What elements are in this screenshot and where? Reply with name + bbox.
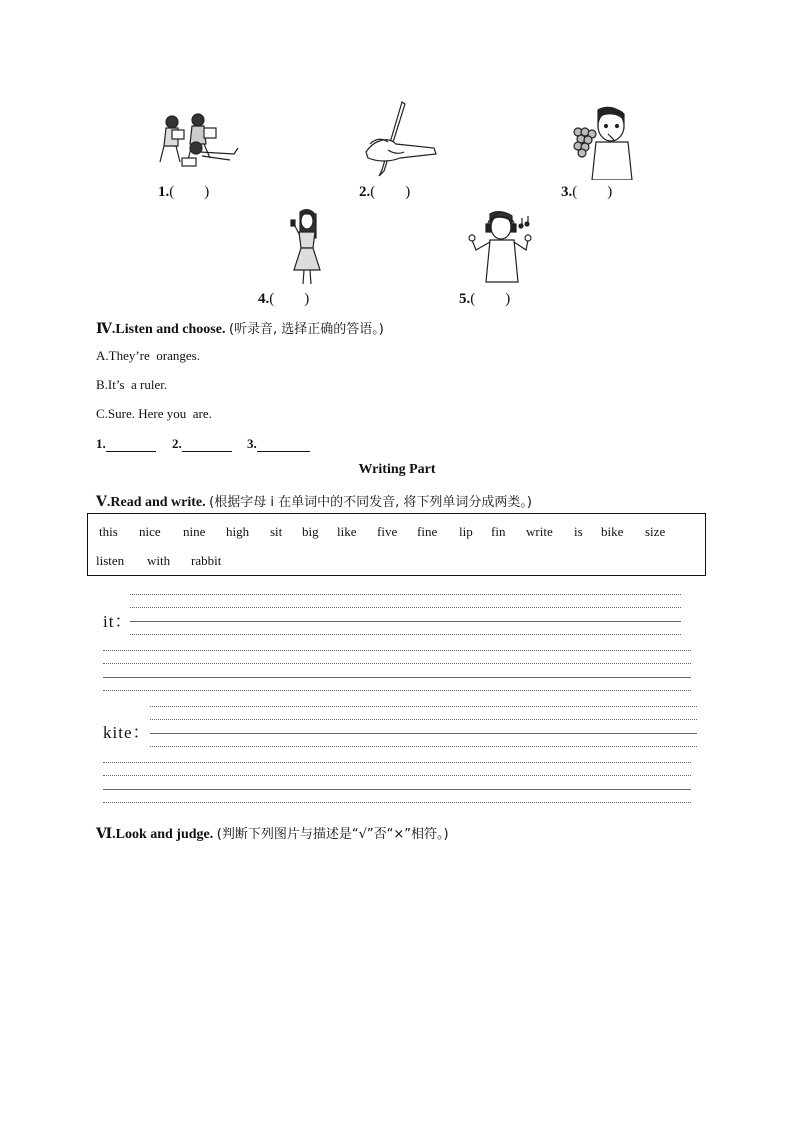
word: size — [645, 524, 666, 539]
answer-parentheses[interactable]: ( ) — [470, 291, 511, 307]
writing-line[interactable] — [130, 607, 681, 608]
section-4-heading: Ⅳ.Listen and choose. (听录音, 选择正确的答语。) — [96, 322, 384, 337]
answer-blank-1[interactable]: 1. — [96, 436, 156, 452]
writing-line[interactable] — [103, 775, 691, 776]
word: lip — [459, 524, 473, 539]
boy-eating-grapes-picture — [568, 104, 636, 180]
word: this — [99, 524, 118, 539]
writing-line[interactable] — [150, 706, 697, 707]
word: like — [337, 524, 357, 539]
word-box — [87, 513, 706, 576]
word: rabbit — [191, 553, 222, 568]
section-6-heading: Ⅵ.Look and judge. (判断下列图片与描述是“√”否“×”相符。) — [96, 827, 449, 842]
word: bike — [601, 524, 624, 539]
section-5-heading: Ⅴ.Read and write. (根据字母 i 在单词中的不同发音, 将下列单词分成两类。) — [96, 495, 532, 510]
answer-blank-2[interactable]: 2. — [172, 436, 232, 452]
girl-singing-picture — [288, 208, 326, 288]
writing-part-title: Writing Part — [358, 462, 436, 477]
writing-line[interactable] — [150, 746, 697, 747]
answer-parentheses[interactable]: ( ) — [169, 184, 210, 200]
writing-line[interactable] — [130, 634, 681, 635]
children-reading-picture — [158, 110, 242, 172]
picture-number: 1.( ) — [158, 184, 210, 200]
word: fine — [417, 524, 438, 539]
word: big — [302, 524, 319, 539]
picture-number: 2.( ) — [359, 184, 411, 200]
word: write — [526, 524, 553, 539]
writing-line[interactable] — [103, 677, 691, 678]
option-b: B.It’s a ruler. — [96, 377, 168, 392]
writing-line[interactable] — [103, 690, 691, 691]
answer-parentheses[interactable]: ( ) — [370, 184, 411, 200]
writing-line[interactable] — [103, 762, 691, 763]
answer-parentheses[interactable]: ( ) — [269, 291, 310, 307]
picture-number: 5.( ) — [459, 291, 511, 307]
writing-line[interactable] — [150, 733, 697, 734]
kite-label: kite： — [103, 723, 151, 742]
writing-line[interactable] — [150, 719, 697, 720]
writing-line[interactable] — [130, 621, 681, 622]
word: listen — [96, 553, 125, 568]
word: nine — [183, 524, 206, 539]
word: is — [574, 524, 583, 539]
picture-number: 4.( ) — [258, 291, 310, 307]
boy-listening-music-picture — [466, 210, 538, 288]
word: sit — [270, 524, 283, 539]
picture-number: 3.( ) — [561, 184, 613, 200]
writing-line[interactable] — [130, 594, 681, 595]
answer-blank-3[interactable]: 3. — [247, 436, 310, 452]
word: fin — [491, 524, 506, 539]
writing-line[interactable] — [103, 663, 691, 664]
hand-writing-picture — [360, 100, 440, 178]
writing-line[interactable] — [103, 802, 691, 803]
writing-line[interactable] — [103, 650, 691, 651]
writing-line[interactable] — [103, 789, 691, 790]
word: nice — [139, 524, 161, 539]
answer-parentheses[interactable]: ( ) — [572, 184, 613, 200]
word: high — [226, 524, 250, 539]
it-label: it： — [103, 612, 133, 631]
word: with — [147, 553, 171, 568]
word: five — [377, 524, 398, 539]
option-a: A.They’re oranges. — [96, 348, 200, 363]
option-c: C.Sure. Here you are. — [96, 406, 212, 421]
